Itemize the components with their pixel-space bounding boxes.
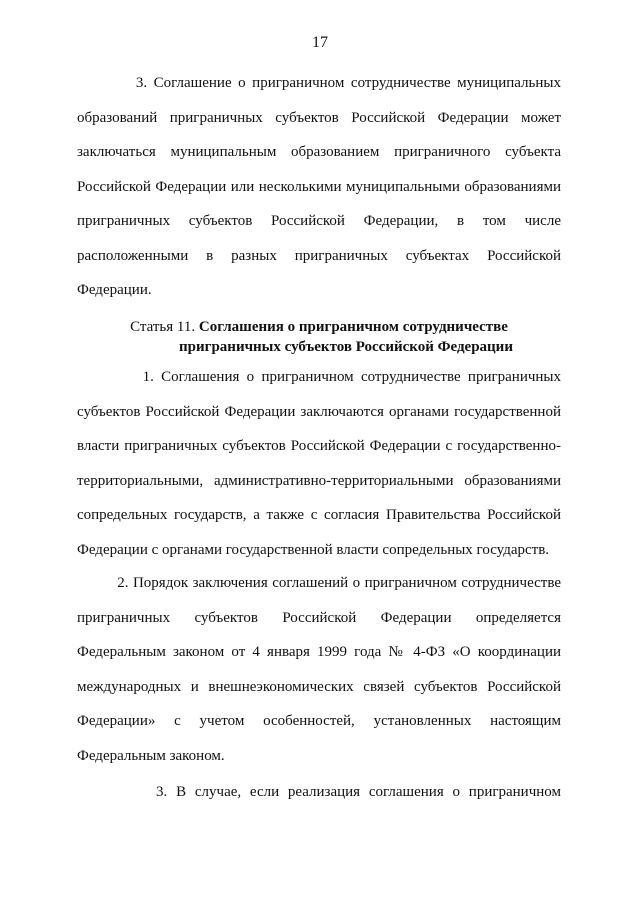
paragraph-article11-clause2: 2. Порядок заключения соглашений о приграничном сотрудничестве приграничных субъектов Российской Федерации определяется Федеральным законом от 4 января 1999 года № 4-ФЗ «О координации международных и внешнеэкономических связей субъектов Российской Федерации» с учетом особенностей, установленных настоящим Федеральным законом. (77, 575, 561, 764)
article-title-part-2: приграничных субъектов Российской Федерации (179, 339, 513, 355)
paragraph-article11-clause3: 3. В случае, если реализация соглашения о приграничном (77, 784, 561, 800)
article-number: Статья 11. (130, 319, 196, 335)
article-heading-line-1 (77, 317, 561, 337)
paragraph-municipal-agreements: 3. Соглашение о приграничном сотрудничестве муниципальных образований приграничных субъектов Российской Федерации может заключаться муниципальным образованием приграничного субъекта Российской Федерации или несколькими муниципальными образованиями приграничных субъектов Российской Федерации, в том числе расположенными в разных приграничных субъектах Российской Федерации. (77, 75, 561, 298)
article-heading (77, 317, 561, 357)
page-number: 17 (312, 34, 328, 51)
paragraph-article11-clause1: 1. Соглашения о приграничном сотрудничестве приграничных субъектов Российской Федерации заключаются органами государственной власти приграничных субъектов Российской Федерации с государственно-территориальными, административно-территориальными образованиями сопредельных государств, а также с согласия Правительства Российской Федерации с органами государственной власти сопредельных государств. (77, 369, 561, 558)
article-title-part-1: Соглашения о приграничном сотрудничестве (198, 319, 508, 335)
